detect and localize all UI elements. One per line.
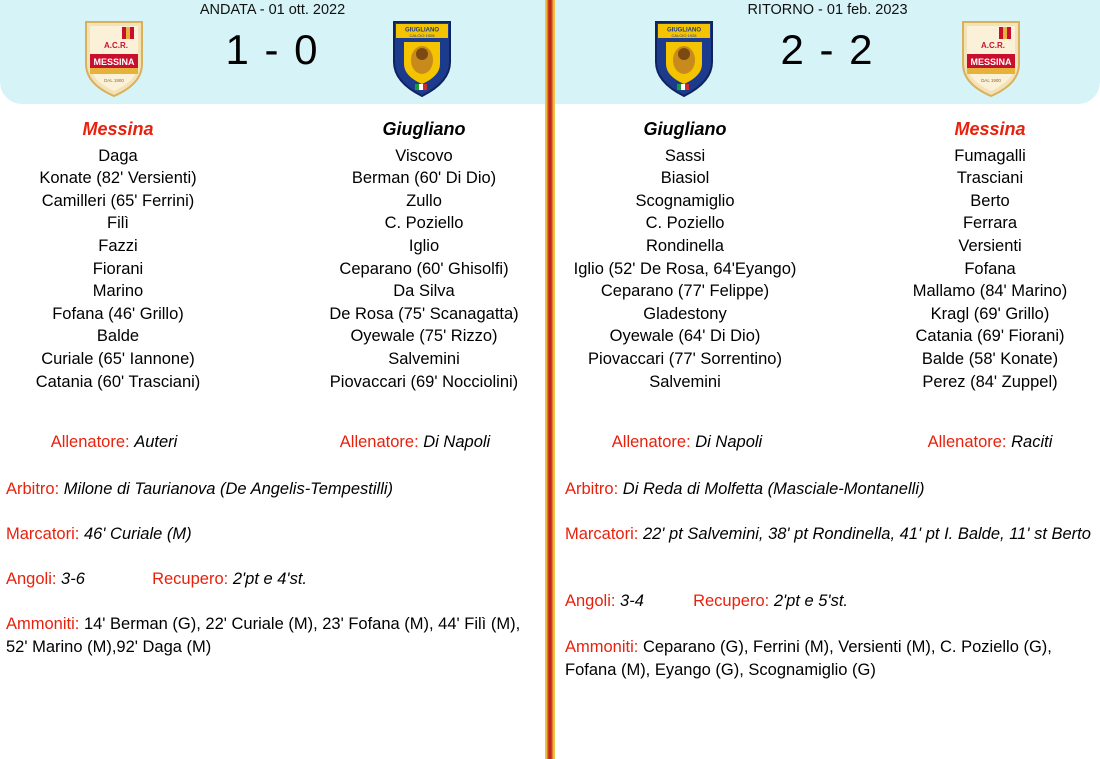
giugliano-crest-icon xyxy=(390,18,454,98)
player-item: Salvemini xyxy=(649,372,721,391)
player-item: Balde xyxy=(96,327,140,346)
player-item: Ceparano (60' Ghisolfi) xyxy=(339,259,509,278)
center-divider xyxy=(545,0,555,759)
ritorno-home-players xyxy=(555,145,815,394)
andata-score: 1 - 0 xyxy=(225,26,320,73)
player-item: Catania (69' Fiorani) xyxy=(915,327,1065,346)
player-item: Ferrara xyxy=(962,214,1018,233)
player-item: Berman (60' Di Dio) xyxy=(351,169,497,188)
messina-crest-icon xyxy=(959,18,1023,98)
ritorno-away-lineup xyxy=(887,118,1093,393)
andata-arbitro: Arbitro: Milone di Taurianova (De Angelis-Tempestilli) xyxy=(6,480,394,498)
svg-text:GIUGLIANO: GIUGLIANO xyxy=(405,27,439,34)
player-item: Iglio xyxy=(408,236,440,255)
player-item: De Rosa (75' Scanagatta) xyxy=(329,304,519,323)
andata-home-coach xyxy=(0,433,228,452)
player-item: Sassi xyxy=(664,146,706,165)
andata-ammoniti: Ammoniti: 14' Berman (G), 22' Curiale (M), 23' Fofana (M), 44' Filì (M), 52' Marino (M),92' Daga (M) xyxy=(6,615,521,656)
coach-label: Allenatore: xyxy=(927,433,1007,451)
player-item: C. Poziello xyxy=(645,214,725,233)
player-item: Fumagalli xyxy=(954,146,1026,165)
coach-name: Raciti xyxy=(1011,433,1053,451)
player-item: Biasiol xyxy=(660,169,710,188)
player-item: Da Silva xyxy=(393,282,455,301)
ritorno-score: 2 - 2 xyxy=(780,26,875,73)
player-item: Oyewale (64' Di Dio) xyxy=(609,327,761,346)
player-item: Perez (84' Zuppel) xyxy=(922,372,1058,391)
player-item: Marino xyxy=(92,282,144,301)
andata-angoli-recupero: Angoli: 3-6 Recupero: 2'pt e 4'st. xyxy=(6,570,308,588)
andata-home-team-name: Messina xyxy=(82,119,154,139)
ritorno-marcatori: Marcatori: 22' pt Salvemini, 38' pt Rondinella, 41' pt I. Balde, 11' st Berto xyxy=(565,525,1091,543)
svg-text:GIUGLIANO: GIUGLIANO xyxy=(667,27,701,34)
player-item: Daga xyxy=(98,146,138,165)
andata-panel xyxy=(0,0,545,759)
ritorno-home-team-name: Giugliano xyxy=(643,119,727,139)
svg-text:MESSINA: MESSINA xyxy=(93,57,135,67)
ritorno-away-coach xyxy=(887,433,1093,452)
andata-away-coach xyxy=(300,433,530,452)
player-item: Gladestony xyxy=(643,304,727,323)
player-item: Filì xyxy=(107,214,129,233)
player-item: Ceparano (77' Felippe) xyxy=(600,282,770,301)
svg-text:DAL 1900: DAL 1900 xyxy=(981,78,1001,83)
coach-name: Auteri xyxy=(134,433,178,451)
player-item: Balde (58' Konate) xyxy=(921,349,1059,368)
coach-label: Allenatore: xyxy=(339,433,419,451)
player-item: Trasciani xyxy=(956,169,1024,188)
player-item: Fiorani xyxy=(92,259,144,278)
player-item: Rondinella xyxy=(646,236,724,255)
ritorno-home-coach xyxy=(555,433,819,452)
ritorno-away-team-name: Messina xyxy=(954,119,1026,139)
ritorno-away-players xyxy=(887,145,1093,394)
coach-label: Allenatore: xyxy=(611,433,691,451)
player-item: Oyewale (75' Rizzo) xyxy=(350,327,498,346)
andata-home-players xyxy=(0,145,236,394)
ritorno-arbitro: Arbitro: Di Reda di Molfetta (Masciale-Montanelli) xyxy=(565,480,925,498)
player-item: Iglio (52' De Rosa, 64'Eyango) xyxy=(573,259,797,278)
andata-home-lineup xyxy=(0,118,236,393)
coach-name: Di Napoli xyxy=(695,433,763,451)
giugliano-crest-icon xyxy=(652,18,716,98)
andata-header xyxy=(0,0,545,104)
player-item: Konate (82' Versienti) xyxy=(39,169,197,188)
ritorno-ammoniti: Ammoniti: Ceparano (G), Ferrini (M), Versienti (M), C. Poziello (G), Fofana (M), Eyango (G), Scognamiglio (G) xyxy=(565,638,1052,679)
andata-away-lineup xyxy=(300,118,548,393)
svg-text:MESSINA: MESSINA xyxy=(970,57,1012,67)
player-item: Piovaccari (69' Nocciolini) xyxy=(329,372,519,391)
player-item: Berto xyxy=(970,191,1010,210)
player-item: Fofana xyxy=(964,259,1016,278)
player-item: Fofana (46' Grillo) xyxy=(52,304,184,323)
andata-away-players xyxy=(300,145,548,394)
player-item: Zullo xyxy=(406,191,442,210)
ritorno-angoli-recupero: Angoli: 3-4 Recupero: 2'pt e 5'st. xyxy=(565,592,849,610)
svg-text:A.C.R.: A.C.R. xyxy=(104,41,128,50)
player-item: Mallamo (84' Marino) xyxy=(912,282,1068,301)
player-item: Versienti xyxy=(958,236,1022,255)
coach-label: Allenatore: xyxy=(50,433,130,451)
player-item: Curiale (65' Iannone) xyxy=(41,349,195,368)
player-item: Scognamiglio xyxy=(635,191,735,210)
player-item: Camilleri (65' Ferrini) xyxy=(41,191,195,210)
messina-crest-icon xyxy=(82,18,146,98)
ritorno-panel xyxy=(555,0,1100,759)
player-item: Salvemini xyxy=(388,349,460,368)
player-item: Catania (60' Trasciani) xyxy=(35,372,201,391)
svg-text:CALCIO 1928: CALCIO 1928 xyxy=(409,33,435,38)
svg-text:CALCIO 1928: CALCIO 1928 xyxy=(671,33,697,38)
player-item: Fazzi xyxy=(98,236,138,255)
player-item: Kragl (69' Grillo) xyxy=(930,304,1050,323)
player-item: C. Poziello xyxy=(384,214,464,233)
andata-away-team-name: Giugliano xyxy=(382,119,466,139)
ritorno-header xyxy=(555,0,1100,104)
player-item: Piovaccari (77' Sorrentino) xyxy=(588,349,782,368)
player-item: Viscovo xyxy=(395,146,453,165)
svg-text:A.C.R.: A.C.R. xyxy=(981,41,1005,50)
coach-name: Di Napoli xyxy=(423,433,491,451)
andata-date: ANDATA - 01 ott. 2022 xyxy=(199,2,346,18)
ritorno-date: RITORNO - 01 feb. 2023 xyxy=(747,2,908,18)
ritorno-home-lineup xyxy=(555,118,815,393)
andata-marcatori: Marcatori: 46' Curiale (M) xyxy=(6,525,192,543)
svg-text:DAL 1900: DAL 1900 xyxy=(104,78,124,83)
